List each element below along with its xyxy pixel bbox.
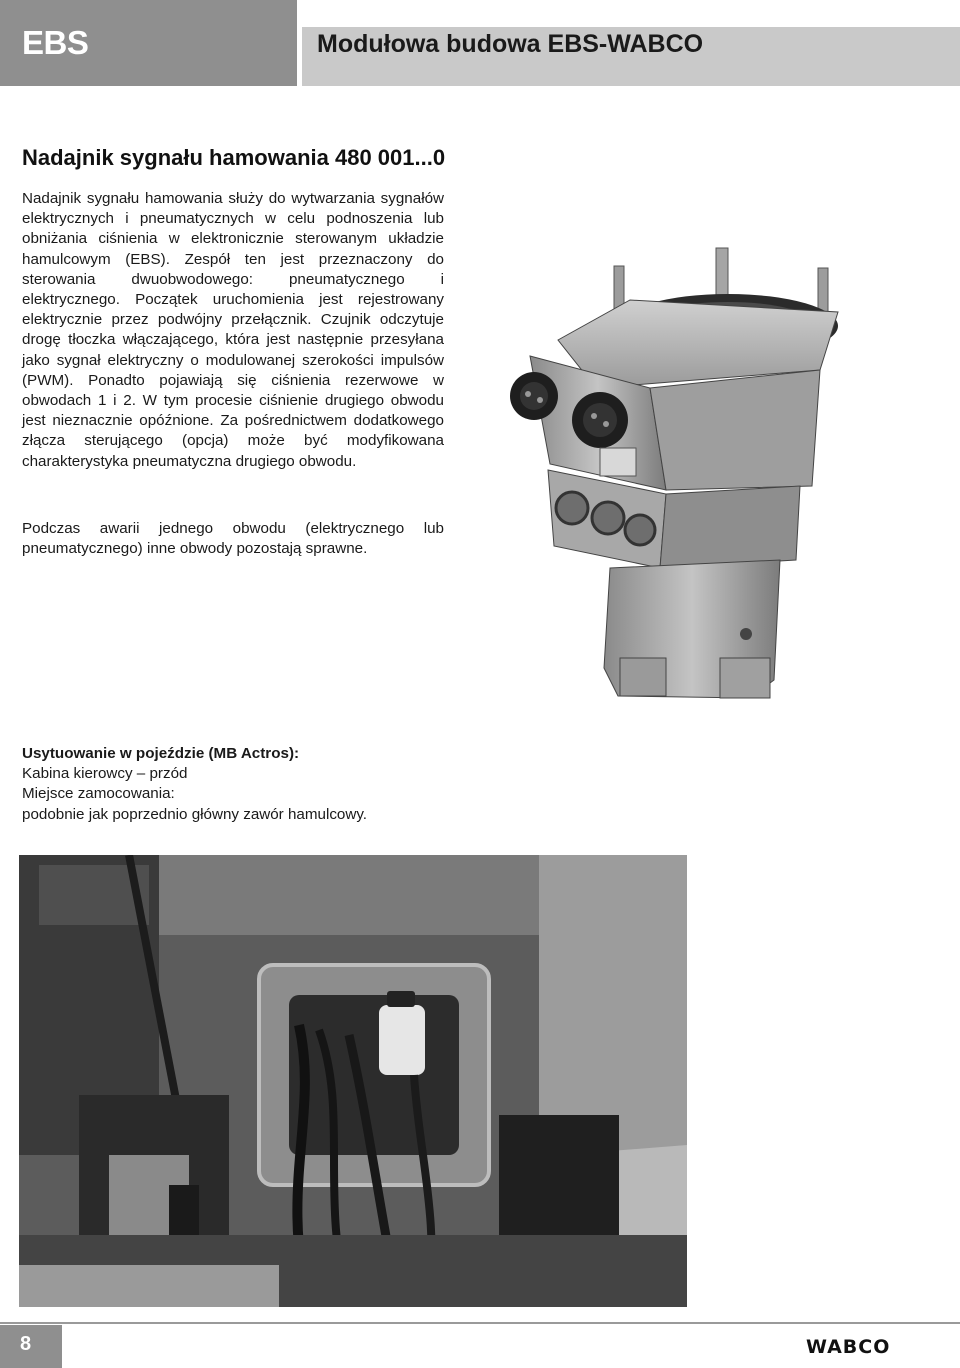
page-number: 8 <box>20 1333 32 1355</box>
location-heading: Usytuowanie w pojeździe (MB Actros): <box>22 745 300 762</box>
header-section-box <box>0 0 297 86</box>
header-title-box <box>302 27 960 86</box>
page-number-box <box>0 1325 62 1368</box>
article-paragraph-2: Podczas awarii jednego obwodu (elektrycznego lub pneumatycznego) inne obwody pozostają sprawne. <box>22 520 444 558</box>
location-line-2: Miejsce zamocowania: <box>22 785 175 803</box>
article-paragraph-1: Nadajnik sygnału hamowania służy do wytwarzania sygnałów elektrycznych i pneumatycznych w celu podnoszenia lub obniżania ciśnienia w elektronicznie sterowanym układzie hamulcowym (EBS). Zespół ten jest przeznaczony do sterowania dwuobwodowego: pneumatycznego i elektrycznego. Początek uruchomienia jest rejestrowany elektrycznie przez podwójny przełącznik. Czujnik odczytuje drogę tłoczka włączającego, która jest następnie przesyłana jako sygnał elektryczny o modulowanej szerokości impulsów (PWM). Ponadto pojawiają się ciśnienia rezerwowe w obwodach 1 i 2. W tym procesie ciśnienie drugiego obwodu jest nieznacznie opóźnione. Za pośrednictwem dodatkowego złącza sterującego (opcja) może być modyfikowana charakterystyka pneumatyczna drugiego obwodu. <box>22 190 444 470</box>
brake-signal-transmitter-photo <box>500 238 860 708</box>
header-section-label: EBS <box>22 24 89 61</box>
article-title: Nadajnik sygnału hamowania 480 001...0 <box>22 145 446 170</box>
location-line-3: podobnie jak poprzednio główny zawór hamulcowy. <box>22 805 368 823</box>
brand-logo: WABCO <box>806 1336 891 1358</box>
cab-mounting-photo <box>19 855 687 1307</box>
footer-rule <box>0 1322 960 1324</box>
location-line-1: Kabina kierowcy – przód <box>22 765 188 783</box>
header-title: Modułowa budowa EBS-WABCO <box>317 30 704 58</box>
location-block <box>22 744 367 825</box>
